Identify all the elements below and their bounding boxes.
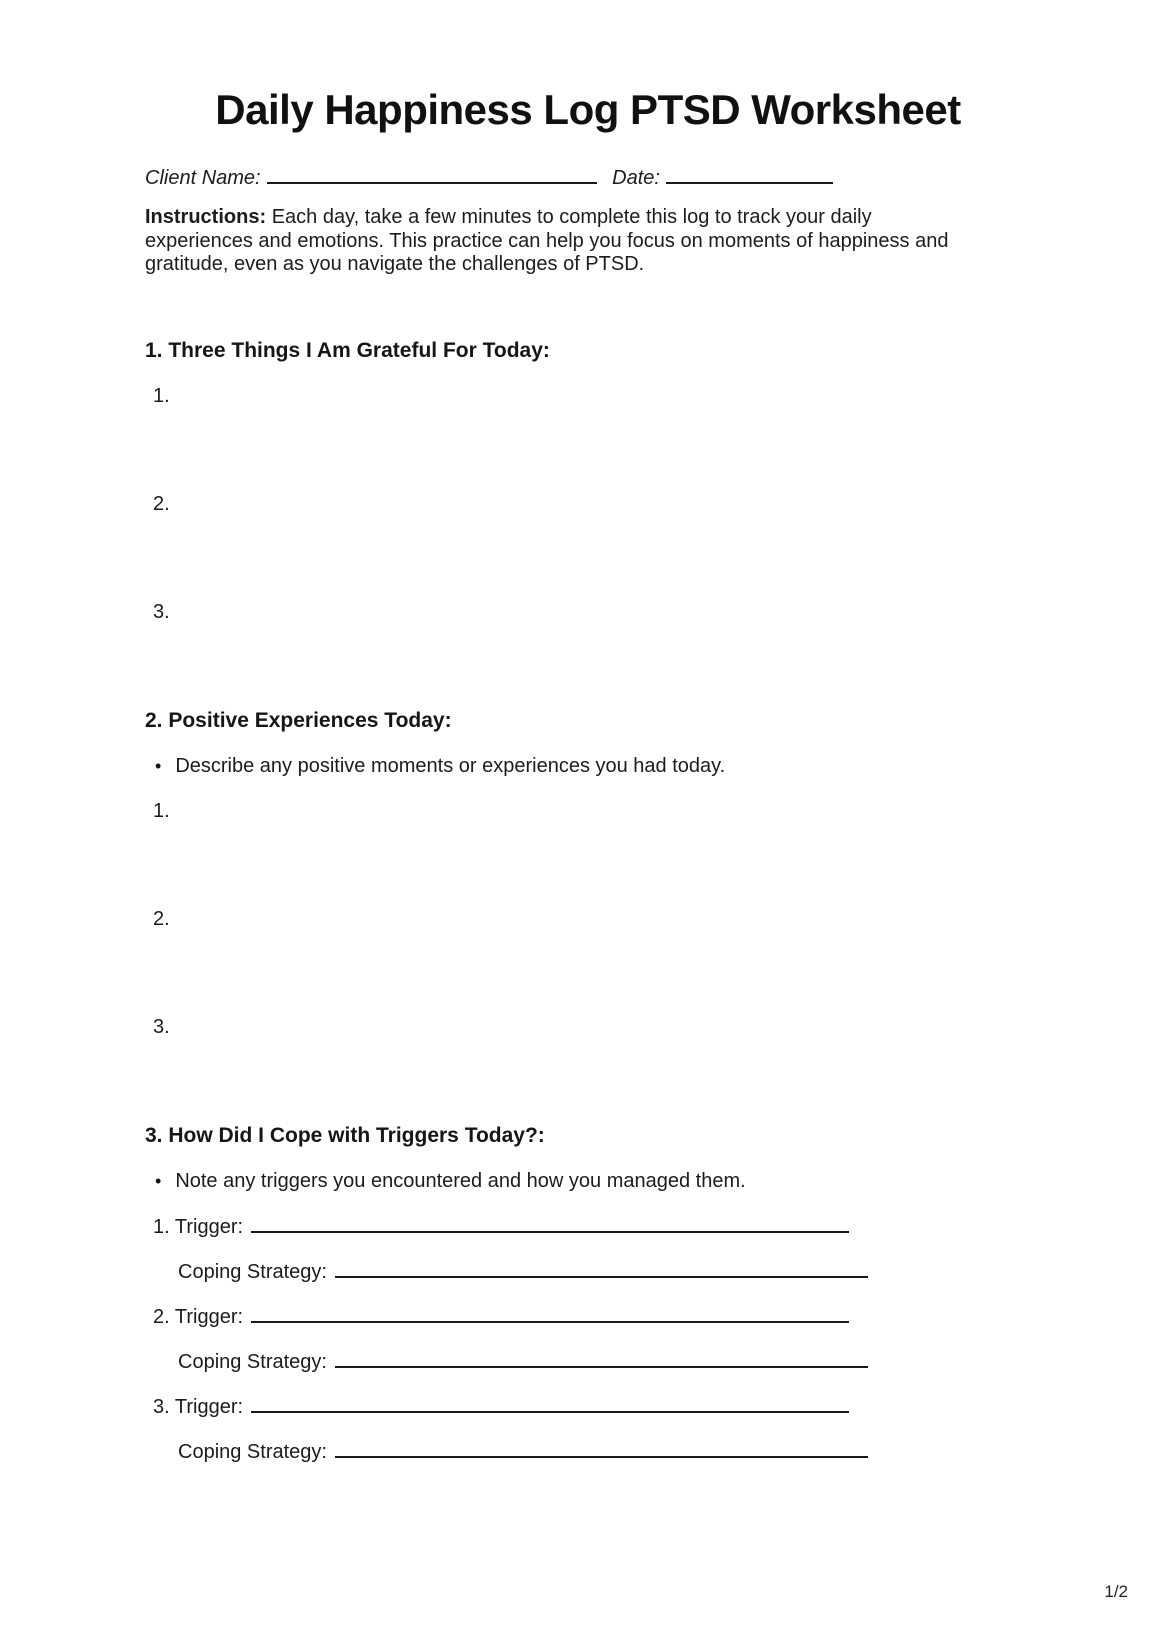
gratitude-item-1[interactable]	[145, 385, 1031, 493]
positive-item-1[interactable]	[145, 800, 1031, 908]
section-3-bullet-row	[145, 1170, 1031, 1193]
trigger-row-3	[145, 1393, 1031, 1419]
trigger-1-field[interactable]	[251, 1213, 849, 1233]
instructions-paragraph	[145, 206, 977, 277]
section-3-bullet-text: Note any triggers you encountered and how you managed them.	[175, 1170, 746, 1193]
trigger-1-label: Trigger:	[174, 1216, 244, 1239]
gratitude-item-2[interactable]	[145, 493, 1031, 601]
gratitude-item-3-number: 3.	[153, 601, 170, 624]
coping-2-label: Coping Strategy:	[178, 1351, 327, 1374]
trigger-row-1	[145, 1213, 1031, 1239]
trigger-2-label: Trigger:	[174, 1306, 244, 1329]
positive-item-3[interactable]	[145, 1016, 1031, 1124]
trigger-3-label: Trigger:	[174, 1396, 244, 1419]
trigger-list	[145, 1213, 1031, 1464]
coping-1-field[interactable]	[335, 1258, 868, 1278]
trigger-2-field[interactable]	[251, 1303, 849, 1323]
coping-row-3	[145, 1438, 1031, 1464]
date-field[interactable]	[666, 164, 833, 184]
section-1-heading: 1. Three Things I Am Grateful For Today:	[145, 338, 550, 362]
bullet-icon: •	[155, 756, 162, 777]
coping-2-field[interactable]	[335, 1348, 868, 1368]
coping-1-label: Coping Strategy:	[178, 1261, 327, 1284]
positive-item-3-number: 3.	[153, 1016, 170, 1039]
instructions-label: Instructions:	[145, 206, 267, 229]
bullet-icon: •	[155, 1171, 162, 1192]
gratitude-item-3[interactable]	[145, 601, 1031, 709]
section-2-bullet-row	[145, 755, 1031, 778]
trigger-row-2	[145, 1303, 1031, 1329]
trigger-2-number: 2.	[153, 1306, 170, 1329]
instructions-text: Each day, take a few minutes to complete this log to track your daily experiences and emotions. This practice can help you focus on moments of happiness and gratitude, even as you navigate the challenges of PTSD.	[145, 206, 949, 276]
date-label: Date:	[612, 167, 660, 190]
page-title: Daily Happiness Log PTSD Worksheet	[215, 86, 961, 133]
client-name-label: Client Name:	[145, 167, 261, 190]
section-3-heading: 3. How Did I Cope with Triggers Today?:	[145, 1124, 545, 1148]
client-info-row	[145, 164, 1031, 190]
client-name-field[interactable]	[267, 164, 597, 184]
gratitude-item-2-number: 2.	[153, 493, 170, 516]
coping-row-2	[145, 1348, 1031, 1374]
section-2-bullet-text: Describe any positive moments or experiences you had today.	[175, 755, 726, 778]
positive-item-2-number: 2.	[153, 908, 170, 931]
coping-3-field[interactable]	[335, 1438, 868, 1458]
gratitude-item-1-number: 1.	[153, 385, 170, 408]
trigger-3-field[interactable]	[251, 1393, 849, 1413]
coping-row-1	[145, 1258, 1031, 1284]
page-number: 1/2	[1104, 1582, 1128, 1601]
coping-3-label: Coping Strategy:	[178, 1441, 327, 1464]
trigger-3-number: 3.	[153, 1396, 170, 1419]
positive-item-1-number: 1.	[153, 800, 170, 823]
section-2-heading: 2. Positive Experiences Today:	[145, 709, 452, 733]
positive-item-2[interactable]	[145, 908, 1031, 1016]
trigger-1-number: 1.	[153, 1216, 170, 1239]
